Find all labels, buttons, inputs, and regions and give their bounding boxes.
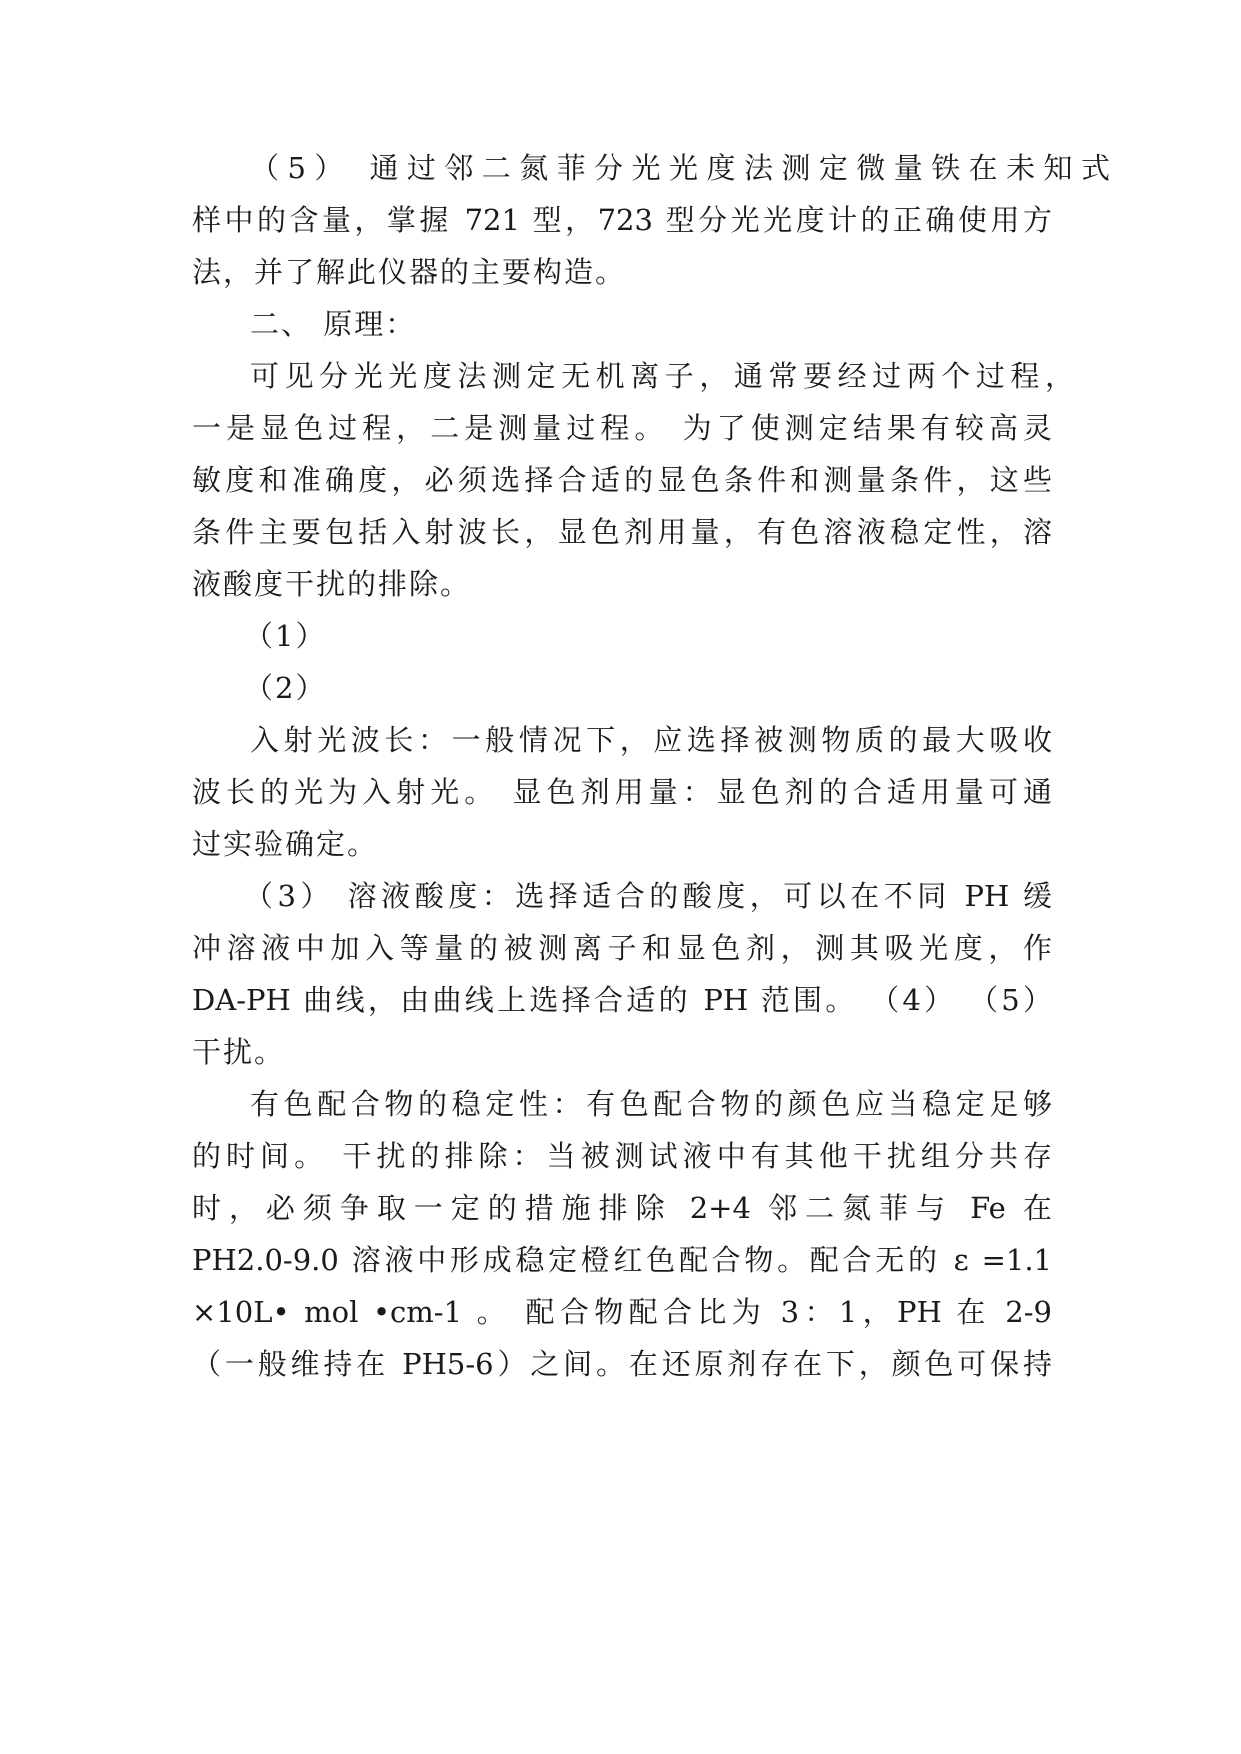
paragraph-line: 干扰。 [192,1035,286,1069]
paragraph-line: PH2.0-9.0 溶液中形成稳定橙红色配合物。配合无的 ε =1.1 [192,1243,1052,1277]
paragraph-line: 敏度和准确度，必须选择合适的显色条件和测量条件，这些 [192,463,1052,497]
paragraph-line: DA-PH 曲线，由曲线上选择合适的 PH 范围。 （4） （5） [192,983,1052,1017]
paragraph-line: （3） 溶液酸度：选择适合的酸度，可以在不同 PH 缓 [244,879,1052,913]
paragraph-line: 时，必须争取一定的措施排除 2+4 邻二氮菲与 Fe 在 [192,1191,1052,1225]
list-marker: （2） [244,671,327,705]
paragraph-line: 液酸度干扰的排除。 [192,567,472,601]
paragraph-line: ×10L• mol •cm-1 。 配合物配合比为 3：1，PH 在 2-9 [192,1295,1052,1329]
paragraph-line: （5） 通过邻二氮菲分光光度法测定微量铁在未知式 [250,151,1110,185]
paragraph-line: 有色配合物的稳定性：有色配合物的颜色应当稳定足够 [250,1087,1052,1121]
paragraph-line: 一是显色过程，二是测量过程。 为了使测定结果有较高灵 [192,411,1052,445]
paragraph-line: 可见分光光度法测定无机离子，通常要经过两个过程， [250,359,1074,393]
paragraph-line: 过实验确定。 [192,827,379,861]
paragraph-line: 冲溶液中加入等量的被测离子和显色剂，测其吸光度，作 [192,931,1052,965]
section-heading: 二、 原理： [250,307,417,341]
paragraph-line: 波长的光为入射光。 显色剂用量：显色剂的合适用量可通 [192,775,1052,809]
paragraph-line: 法，并了解此仪器的主要构造。 [192,255,627,289]
paragraph-line: （一般维持在 PH5-6）之间。在还原剂存在下，颜色可保持 [192,1347,1052,1381]
paragraph-line: 的时间。 干扰的排除：当被测试液中有其他干扰组分共存 [192,1139,1052,1173]
paragraph-line: 条件主要包括入射波长，显色剂用量，有色溶液稳定性，溶 [192,515,1052,549]
paragraph-line: 样中的含量，掌握 721 型，723 型分光光度计的正确使用方 [192,203,1052,237]
paragraph-line: 入射光波长：一般情况下，应选择被测物质的最大吸收 [250,723,1052,757]
list-marker: （1） [244,619,327,653]
